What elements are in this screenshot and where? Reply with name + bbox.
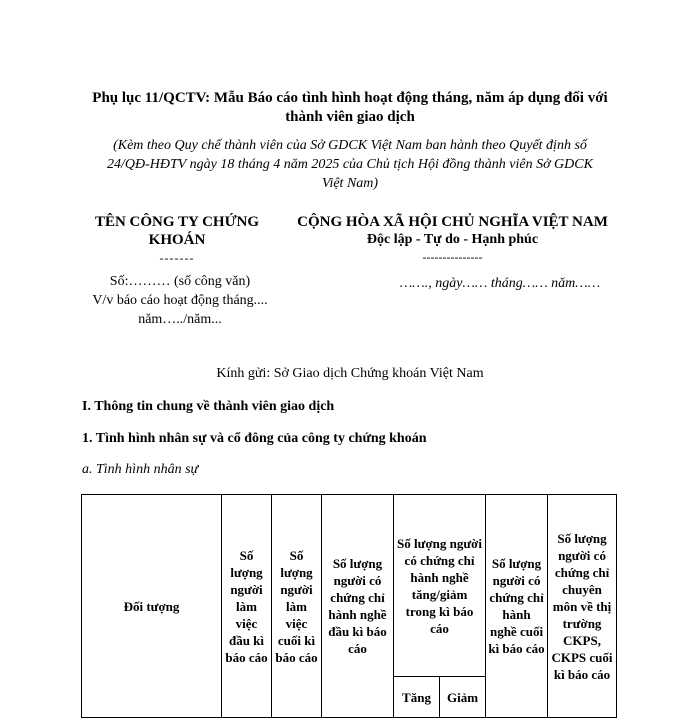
subtitle-line: Việt Nam) [321, 176, 379, 191]
document-number-line: Số:……… (số công văn) [109, 274, 251, 289]
nation-title: CỘNG HÒA XÃ HỘI CHỦ NGHĨA VIỆT NAM [297, 214, 608, 230]
table-header-cell: Số lượng người làm việc cuối kì báo cáo [272, 495, 322, 718]
right-divider: --------------- [422, 250, 483, 264]
title-line: thành viên giao dịch [285, 109, 415, 125]
left-divider: ------- [159, 251, 195, 265]
nation-motto: Độc lập - Tự do - Hạnh phúc [366, 232, 539, 247]
document-date: ……., ngày…… tháng…… năm…… [399, 276, 601, 291]
company-name-line: KHOÁN [148, 232, 206, 248]
document-number [50, 272, 310, 329]
company-name-line: TÊN CÔNG TY CHỨNG [94, 214, 260, 230]
table-header-cell: Số lượng người làm việc đầu kì báo cáo [222, 495, 272, 718]
document-subtitle [70, 136, 630, 193]
subtitle-line: (Kèm theo Quy chế thành viên của Sở GDCK Việt Nam ban hành theo Quyết định số [113, 138, 587, 153]
table-subheader-cell: Tăng [394, 677, 440, 718]
subsection-heading: a. Tình hình nhân sự [82, 462, 199, 477]
document-number-line: năm…../năm... [138, 312, 222, 327]
table-header-cell: Số lượng người có chứng chỉ hành nghề tăng/giảm trong kì báo cáo [394, 495, 486, 677]
table-header-row [82, 495, 617, 677]
document-number-line: V/v báo cáo hoạt động tháng.... [92, 293, 268, 308]
company-name [62, 213, 292, 249]
table-subheader-cell: Giảm [440, 677, 486, 718]
table-header-cell: Đối tượng [82, 495, 222, 718]
title-line: Phụ lục 11/QCTV: Mẫu Báo cáo tình hình hoạt động tháng, năm áp dụng đối với [92, 90, 608, 106]
section-heading: I. Thông tin chung về thành viên giao dịch [82, 399, 335, 414]
recipient-line: Kính gửi: Sở Giao dịch Chứng khoán Việt Nam [216, 366, 484, 381]
subtitle-line: 24/QĐ-HĐTV ngày 18 tháng 4 năm 2025 của Chủ tịch Hội đồng thành viên Sở GDCK [107, 157, 593, 172]
table-header-cell: Số lượng người có chứng chỉ hành nghề cuối kì báo cáo [486, 495, 548, 718]
document-title [60, 89, 640, 127]
section-heading: 1. Tình hình nhân sự và cổ đông của công ty chứng khoán [82, 431, 427, 446]
table-header-cell: Số lượng người có chứng chỉ chuyên môn về thị trường CKPS, CKPS cuối kì báo cáo [548, 495, 617, 718]
personnel-table [81, 494, 617, 718]
table-header-cell: Số lượng người có chứng chỉ hành nghề đầu kì báo cáo [322, 495, 394, 718]
